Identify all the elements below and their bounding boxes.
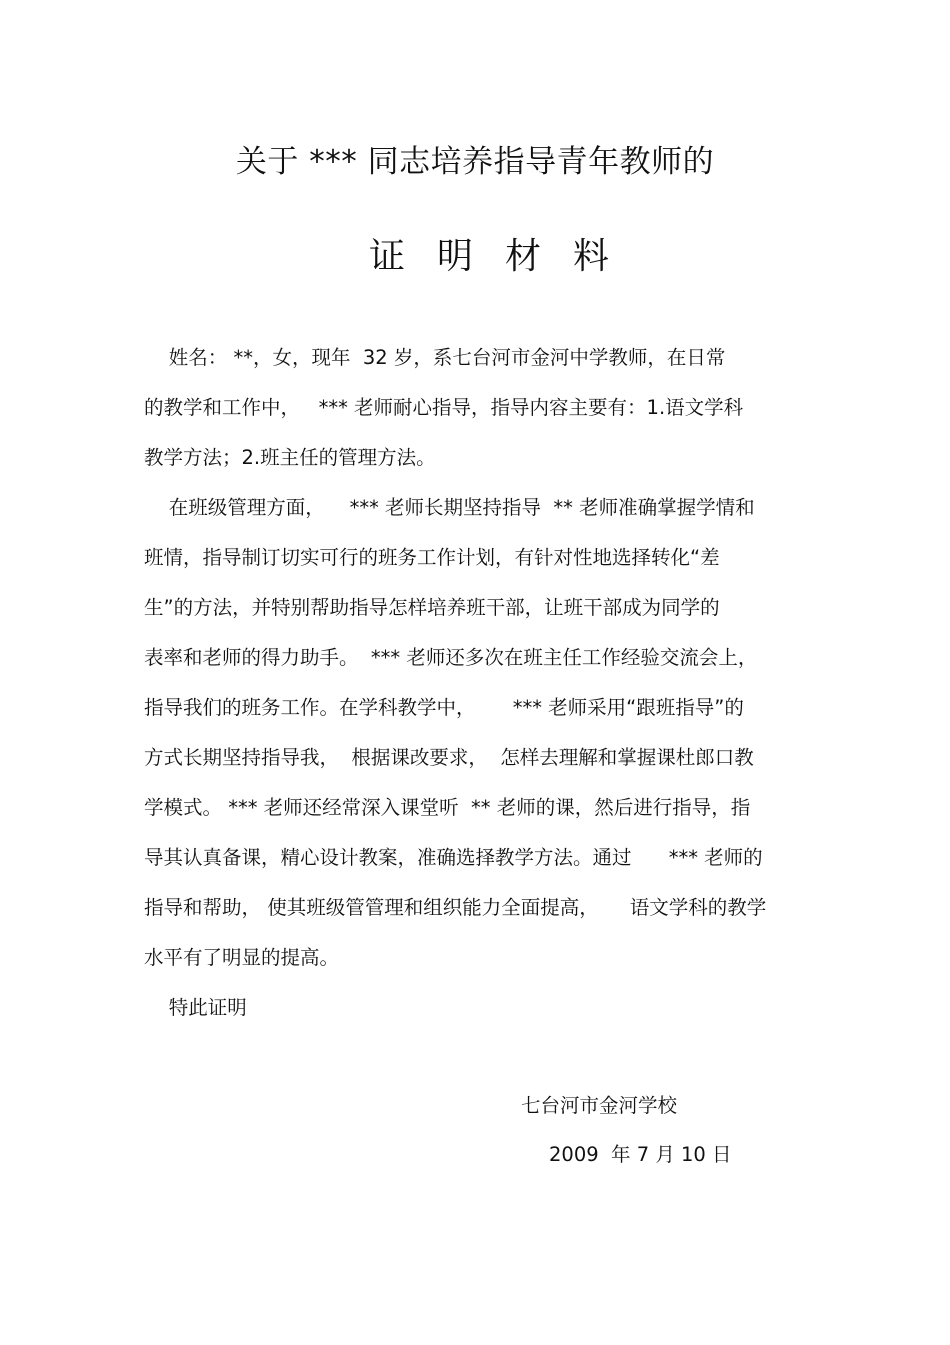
body-line: 的教学和工作中， *** 老师耐心指导，指导内容主要有：1.语文学科	[144, 396, 744, 419]
document-title: 关于 *** 同志培养指导青年教师的	[235, 144, 715, 180]
body-line: 指导我们的班务工作。在学科教学中， *** 老师采用“跟班指导”的	[144, 696, 744, 719]
document-subtitle: 证明材料	[368, 236, 641, 277]
document-body	[144, 333, 814, 1033]
body-line: 教学方法；2.班主任的管理方法。	[144, 446, 436, 469]
closing-line: 特此证明	[144, 996, 247, 1019]
body-line: 班情，指导制订切实可行的班务工作计划，有针对性地选择转化“差	[144, 546, 720, 569]
body-line: 水平有了明显的提高。	[144, 946, 340, 969]
body-line: 导其认真备课，精心设计教案，准确选择教学方法。通过 *** 老师的	[144, 846, 763, 869]
body-line: 在班级管理方面， *** 老师长期坚持指导 ** 老师准确掌握学情和	[144, 496, 755, 519]
body-line: 指导和帮助， 使其班级管管理和组织能力全面提高， 语文学科的教学	[144, 896, 767, 919]
body-line: 生”的方法，并特别帮助指导怎样培养班干部，让班干部成为同学的	[144, 596, 720, 619]
signature-school: 七台河市金河学校	[521, 1094, 678, 1117]
body-line: 方式长期坚持指导我， 根据课改要求， 怎样去理解和掌握课杜郎口教	[144, 746, 754, 769]
body-line: 学模式。 *** 老师还经常深入课堂听 ** 老师的课，然后进行指导，指	[144, 796, 751, 819]
signature-date: 2009 年 7 月 10 日	[549, 1143, 732, 1166]
body-line: 表率和老师的得力助手。 *** 老师还多次在班主任工作经验交流会上，	[144, 646, 758, 669]
body-line: 姓名： **，女，现年 32 岁，系七台河市金河中学教师，在日常	[144, 346, 726, 369]
